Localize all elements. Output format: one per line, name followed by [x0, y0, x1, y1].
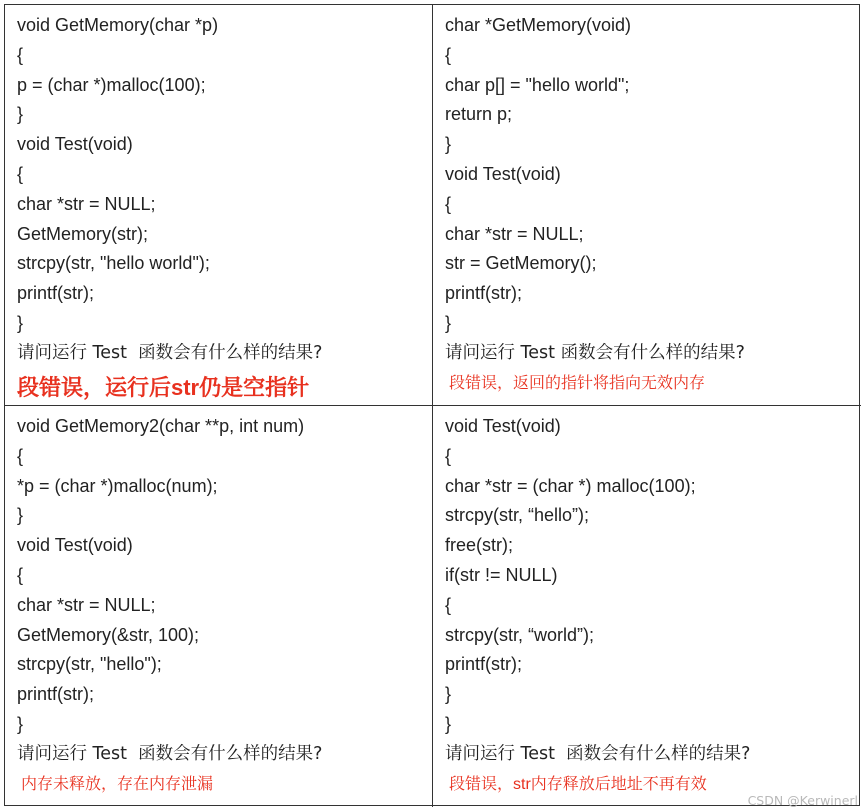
code-line: char *str = NULL;	[17, 594, 156, 615]
answer-text: 段错误，运行后str仍是空指针	[17, 374, 310, 400]
code-line: {	[445, 594, 452, 615]
code-line: if(str != NULL)	[445, 564, 558, 585]
question-text: 请问运行 Test 函数会有什么样的结果?	[445, 342, 745, 363]
answer-text: 段错误，str内存释放后地址不再有效	[449, 775, 707, 793]
code-line: void Test(void)	[445, 163, 561, 184]
code-line: void Test(void)	[445, 416, 561, 436]
code-line: }	[17, 713, 24, 734]
code-line: }	[17, 104, 24, 125]
code-line: return p;	[445, 104, 513, 125]
code-line: {	[445, 193, 452, 214]
question-text: 请问运行 Test 函数会有什么样的结果?	[445, 743, 751, 764]
cell-top-left	[5, 5, 433, 406]
code-line: GetMemory(str);	[17, 223, 149, 244]
cell-bottom-left	[5, 406, 433, 807]
answer-text: 内存未释放，存在内存泄漏	[21, 775, 214, 793]
question-text: 请问运行 Test 函数会有什么样的结果?	[17, 342, 323, 363]
code-line: }	[445, 312, 452, 333]
code-line: void GetMemory2(char **p, int num)	[17, 416, 305, 436]
code-line: char *str = NULL;	[17, 193, 156, 214]
code-line: char *str = (char *) malloc(100);	[445, 475, 696, 496]
code-line: strcpy(str, "hello");	[17, 654, 162, 675]
question-text: 请问运行 Test 函数会有什么样的结果?	[17, 743, 323, 764]
code-line: {	[445, 44, 452, 65]
code-line: void Test(void)	[17, 134, 133, 155]
cell-bottom-right	[433, 406, 861, 807]
code-line: {	[17, 445, 24, 466]
code-line: GetMemory(&str, 100);	[17, 624, 200, 645]
code-line: {	[445, 445, 452, 466]
code-line: }	[445, 134, 452, 155]
code-line: strcpy(str, “hello”);	[445, 505, 590, 526]
code-line: printf(str);	[445, 654, 523, 675]
code-line: p = (char *)malloc(100);	[17, 74, 206, 95]
code-line: *p = (char *)malloc(num);	[17, 475, 218, 496]
code-line: }	[17, 312, 24, 333]
code-line: }	[17, 505, 24, 526]
question-table	[4, 4, 860, 806]
code-line: void Test(void)	[17, 535, 133, 556]
code-line: free(str);	[445, 535, 514, 556]
code-line: {	[17, 163, 24, 184]
code-line: {	[17, 44, 24, 65]
watermark: CSDN @Kerwinerl	[747, 793, 858, 808]
code-line: void GetMemory(char *p)	[17, 15, 219, 35]
code-line: char *str = NULL;	[445, 223, 584, 244]
code-line: printf(str);	[17, 283, 95, 304]
code-line: }	[445, 684, 452, 705]
code-line: strcpy(str, “world”);	[445, 624, 595, 645]
code-line: printf(str);	[445, 283, 523, 304]
answer-text: 段错误，返回的指针将指向无效内存	[449, 374, 706, 392]
code-line: printf(str);	[17, 684, 95, 705]
code-line: char *GetMemory(void)	[445, 15, 632, 35]
code-line: }	[445, 713, 452, 734]
code-line: char p[] = "hello world";	[445, 74, 630, 95]
cell-top-right	[433, 5, 861, 406]
code-line: strcpy(str, "hello world");	[17, 253, 210, 274]
code-line: {	[17, 564, 24, 585]
code-line: str = GetMemory();	[445, 253, 597, 274]
